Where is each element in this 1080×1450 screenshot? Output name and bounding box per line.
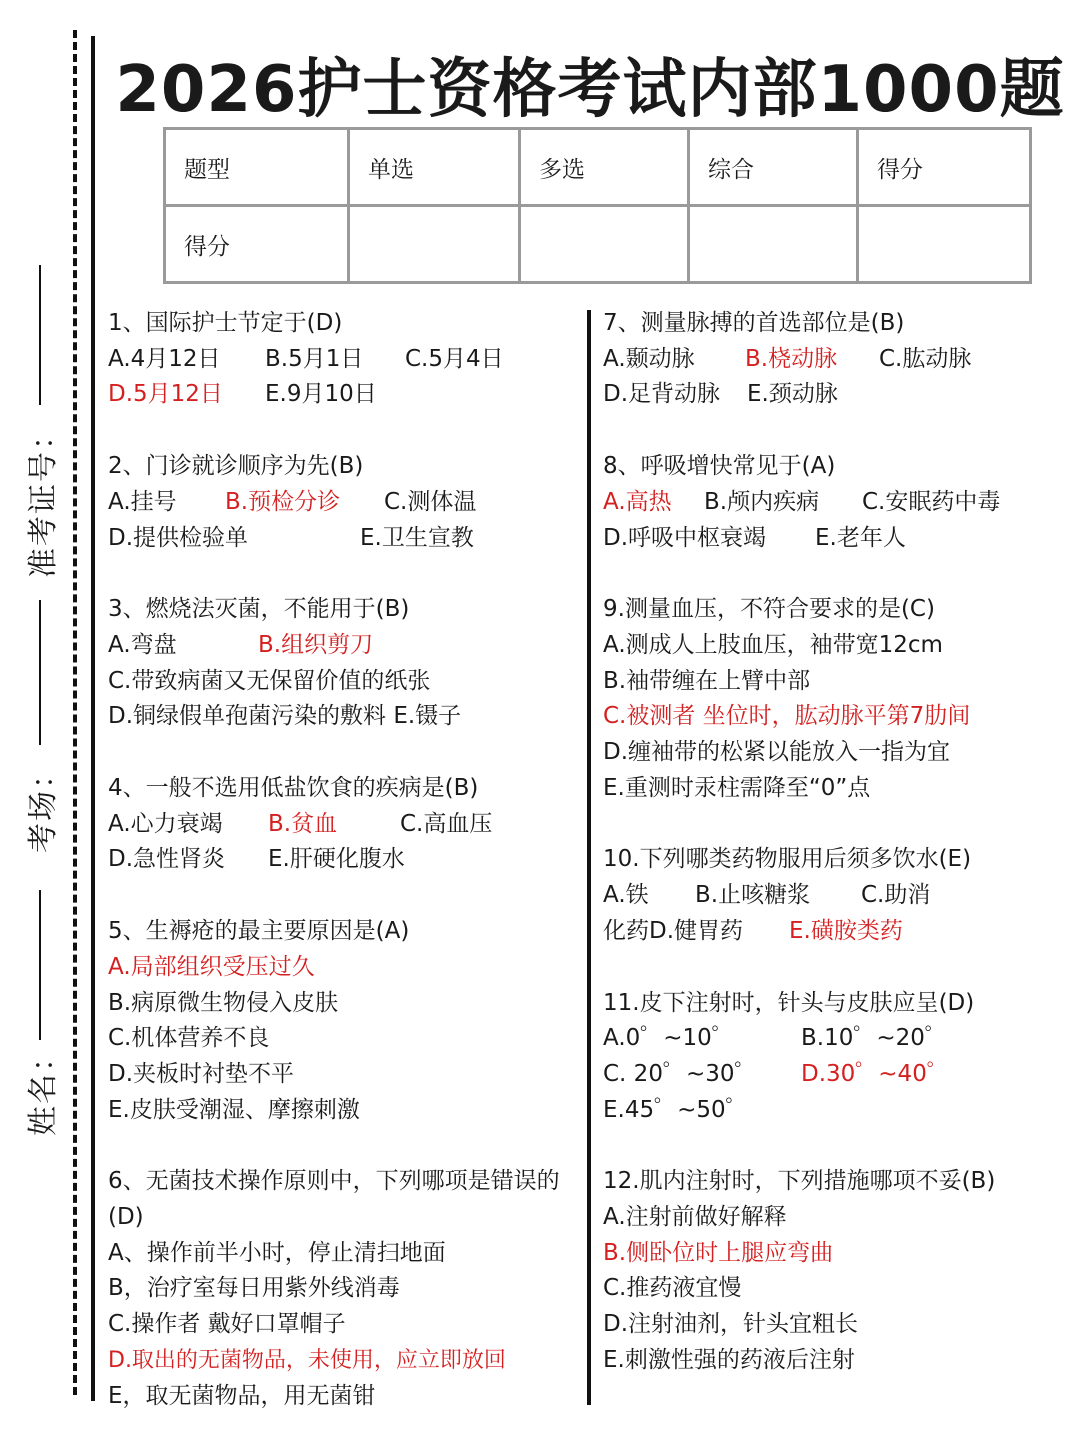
option-b: B，治疗室每日用紫外线消毒 (108, 1275, 400, 1302)
option-c: C.高血压 (400, 810, 493, 837)
exam-id-fill-line[interactable] (39, 265, 41, 405)
option-b-answer: B.预检分诊 (225, 488, 341, 515)
options-line (108, 377, 578, 413)
column-divider (587, 310, 591, 1405)
question-stem: 1、国际护士节定于(D) (108, 310, 343, 336)
question-12 (603, 1164, 1063, 1378)
score-table (163, 127, 1032, 284)
question-3 (108, 592, 578, 735)
option-d-answer: D.30゜~40゜ (801, 1060, 950, 1087)
option-e: E.镊子 (393, 703, 462, 730)
question-column-left (108, 306, 578, 1450)
option-a: A.测成人上肢血压，袖带宽12cm (603, 631, 943, 658)
binding-dashed-line (73, 30, 77, 1395)
options-line (108, 699, 578, 735)
room-fill-line[interactable] (39, 600, 41, 745)
question-11 (603, 986, 1063, 1129)
question-5 (108, 914, 578, 1128)
option-b: B.病原微生物侵入皮肤 (108, 989, 339, 1016)
option-d: D.夹板时衬垫不平 (108, 1060, 295, 1087)
score-row-label: 得分 (165, 206, 349, 283)
score-header-comprehensive: 综合 (689, 129, 858, 206)
score-table-header-row (165, 129, 1031, 206)
question-7 (603, 306, 1063, 413)
option-b: B.5月1日 (265, 345, 364, 372)
option-d: D.足背动脉 (603, 381, 721, 408)
option-c: C.肱动脉 (879, 345, 972, 372)
question-column-right (603, 306, 1063, 1415)
option-d: 化药D.健胃药 (603, 917, 744, 944)
question-stem: 12.肌内注射时，下列措施哪项不妥(B) (603, 1168, 996, 1195)
option-e: E.皮肤受潮湿、摩擦刺激 (108, 1096, 360, 1123)
score-cell-comprehensive[interactable] (689, 206, 858, 283)
question-stem: 2、门诊就诊顺序为先(B) (108, 453, 364, 480)
question-stem: 9.测量血压，不符合要求的是(C) (603, 596, 935, 623)
option-a: A.颞动脉 (603, 345, 695, 372)
options-line (108, 342, 578, 378)
option-b: B.止咳糖浆 (695, 882, 811, 909)
option-b-answer: B.组织剪刀 (258, 631, 374, 658)
question-stem: 7、测量脉搏的首选部位是(B) (603, 310, 905, 336)
name-fill-line[interactable] (39, 890, 41, 1040)
option-c: C.5月4日 (405, 345, 504, 372)
option-a: A.注射前做好解释 (603, 1204, 787, 1231)
option-c: C.推药液宜慢 (603, 1275, 742, 1302)
option-a-answer: A.局部组织受压过久 (108, 953, 315, 980)
option-b-answer: B.桡动脉 (745, 345, 838, 372)
question-1 (108, 306, 578, 413)
question-4 (108, 771, 578, 878)
option-a: A.心力衰竭 (108, 810, 223, 837)
options-line (108, 485, 578, 521)
option-c: C.安眠药中毒 (862, 488, 1001, 515)
options-line (603, 377, 1063, 413)
page-title: 2026护士资格考试内部1000题 (115, 53, 1065, 127)
question-2 (108, 449, 578, 556)
options-line (603, 1021, 1063, 1057)
question-stem: 3、燃烧法灭菌，不能用于(B) (108, 596, 410, 623)
score-table-score-row (165, 206, 1031, 283)
option-c: C.机体营养不良 (108, 1025, 270, 1052)
question-6 (108, 1164, 578, 1414)
question-stem: 6、无菌技术操作原则中，下列哪项是错误的(D) (108, 1168, 560, 1231)
question-stem: 10.下列哪类药物服用后须多饮水(E) (603, 846, 972, 873)
option-a: A.0゜~10゜ (603, 1025, 735, 1052)
option-d: D.注射油剂，针头宜粗长 (603, 1311, 859, 1338)
options-line (603, 521, 1063, 557)
question-9 (603, 592, 1063, 806)
option-e: E.刺激性强的药液后注射 (603, 1346, 855, 1373)
question-stem: 4、一般不选用低盐饮食的疾病是(B) (108, 775, 479, 802)
options-line (603, 342, 1063, 378)
option-e: E.肝硬化腹水 (268, 846, 405, 873)
score-cell-total[interactable] (858, 206, 1031, 283)
options-line (108, 628, 578, 664)
options-line (108, 807, 578, 843)
option-e: E.9月10日 (265, 381, 377, 408)
option-d-answer: D.取出的无菌物品，未使用，应立即放回 (108, 1347, 506, 1373)
option-b-answer: B.侧卧位时上腿应弯曲 (603, 1239, 834, 1266)
question-stem: 5、生褥疮的最主要原因是(A) (108, 918, 410, 945)
options-line (108, 521, 578, 557)
question-stem: 8、呼吸增快常见于(A) (603, 453, 836, 480)
option-a: A、操作前半小时，停止清扫地面 (108, 1239, 446, 1266)
options-line (603, 485, 1063, 521)
score-header-single: 单选 (349, 129, 520, 206)
option-c: C.带致病菌又无保留价值的纸张 (108, 667, 431, 694)
score-header-multi: 多选 (520, 129, 689, 206)
option-a: A.4月12日 (108, 345, 221, 372)
option-d: D.呼吸中枢衰竭 (603, 524, 767, 551)
option-d: D.铜绿假单孢菌污染的敷料 (108, 703, 387, 730)
binding-solid-line (91, 36, 95, 1401)
options-line (108, 842, 578, 878)
option-a: A.挂号 (108, 488, 177, 515)
option-b-answer: B.贫血 (268, 810, 338, 837)
options-line (603, 1057, 1063, 1093)
score-cell-multi[interactable] (520, 206, 689, 283)
option-a-answer: A.高热 (603, 488, 672, 515)
options-line (603, 914, 1063, 950)
option-d-answer: D.5月12日 (108, 381, 223, 408)
option-b: B.袖带缠在上臂中部 (603, 667, 811, 694)
options-line (603, 878, 1063, 914)
option-b: B.10゜~20゜ (801, 1025, 948, 1052)
question-8 (603, 449, 1063, 556)
option-d: D.缠袖带的松紧以能放入一指为宜 (603, 739, 951, 766)
option-e: E.老年人 (815, 524, 906, 551)
option-d: D.急性肾炎 (108, 846, 226, 873)
score-cell-single[interactable] (349, 206, 520, 283)
option-c: C.测体温 (384, 488, 477, 515)
option-b: B.颅内疾病 (704, 488, 820, 515)
score-header-type: 题型 (165, 129, 349, 206)
option-c: C.助消 (861, 882, 931, 909)
option-e: E.重测时汞柱需降至“0”点 (603, 774, 871, 801)
option-e: E.卫生宣教 (360, 524, 474, 551)
option-a: A.铁 (603, 882, 649, 909)
option-e: E.颈动脉 (747, 381, 838, 408)
score-header-total: 得分 (858, 129, 1031, 206)
option-c-answer: C.被测者 坐位时，肱动脉平第7肋间 (603, 703, 971, 730)
question-stem: 11.皮下注射时，针头与皮肤应呈(D) (603, 989, 975, 1016)
question-10 (603, 842, 1063, 949)
option-e: E，取无菌物品，用无菌钳 (108, 1382, 376, 1409)
option-d: D.提供检验单 (108, 524, 249, 551)
option-e-answer: E.磺胺类药 (789, 917, 903, 944)
option-e: E.45゜~50゜ (603, 1096, 749, 1123)
option-c: C. 20゜~30゜ (603, 1060, 758, 1087)
option-c: C.操作者 戴好口罩帽子 (108, 1311, 346, 1338)
option-a: A.弯盘 (108, 631, 177, 658)
